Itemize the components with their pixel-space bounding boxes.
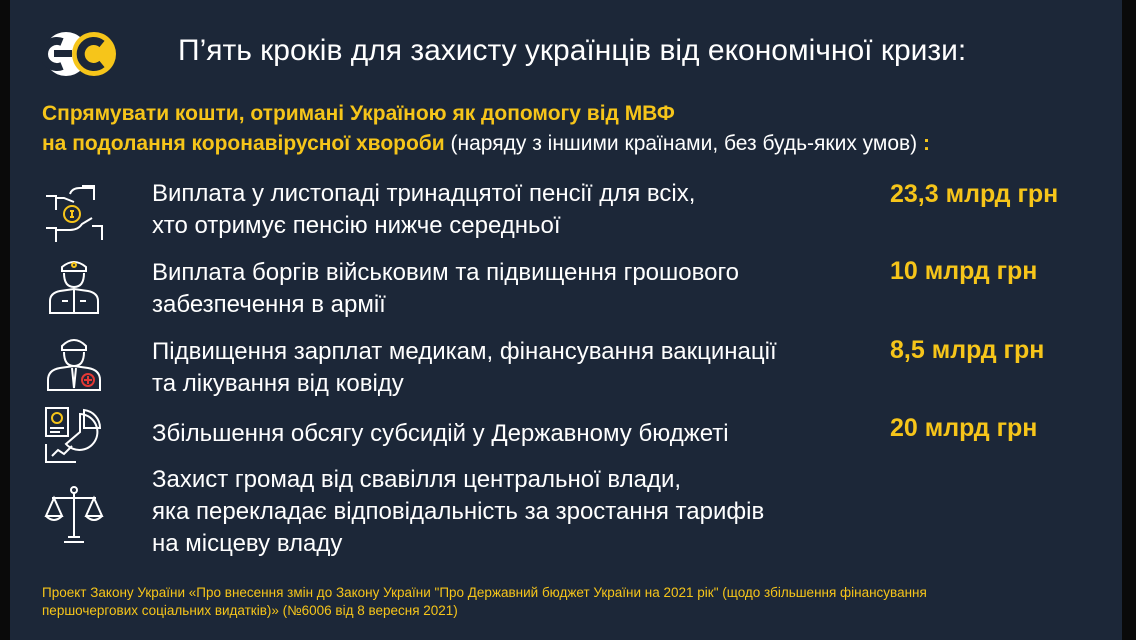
item-text: Виплата боргів військовим та підвищення грошового забезпечення в армії: [152, 259, 740, 318]
item-text: Захист громад від свавілля центральної влади, яка перекладає відповідальність за зростання тарифів на місцеву владу: [152, 466, 765, 557]
item-amount: 23,3 млрд грн: [890, 180, 1059, 208]
footnote-line2: першочергових соціальних видатків)» (№6006 від 8 вересня 2021): [42, 603, 458, 618]
item-amount: 20 млрд грн: [890, 414, 1038, 442]
subtitle-note: (наряду з іншими країнами, без будь-яких умов): [444, 132, 918, 155]
footnote-line1: Проект Закону України «Про внесення змін до Закону України "Про Державний бюджет України на 2021 рік" (щодо збільшення фінансування: [42, 585, 927, 600]
subtitle: [42, 99, 1102, 159]
soldier-icon: [42, 253, 106, 317]
page-title: П’ять кроків для захисту українців від економічної кризи:: [178, 34, 967, 67]
slide: [10, 0, 1122, 640]
item-text: Збільшення обсягу субсидій у Державному бюджеті: [152, 420, 729, 447]
footnote: [42, 584, 1112, 620]
doctor-icon: [42, 330, 106, 394]
hand-coin-icon: [42, 182, 106, 246]
item-text: Підвищення зарплат медикам, фінансування вакцинації та лікування від ковіду: [152, 338, 777, 397]
subtitle-line2: на подолання коронавірусної хвороби: [42, 132, 445, 155]
item-amount: 10 млрд грн: [890, 257, 1038, 285]
es-logo: [42, 28, 118, 80]
subtitle-colon: :: [917, 132, 931, 155]
item-amount: 8,5 млрд грн: [890, 336, 1045, 364]
item-text: Виплата у листопаді тринадцятої пенсії для всіх, хто отримує пенсію нижче середньої: [152, 180, 696, 239]
budget-chart-icon: [42, 404, 106, 468]
subtitle-line1: Спрямувати кошти, отримані Україною як допомогу від МВФ: [42, 102, 675, 125]
scales-icon: [42, 484, 106, 548]
